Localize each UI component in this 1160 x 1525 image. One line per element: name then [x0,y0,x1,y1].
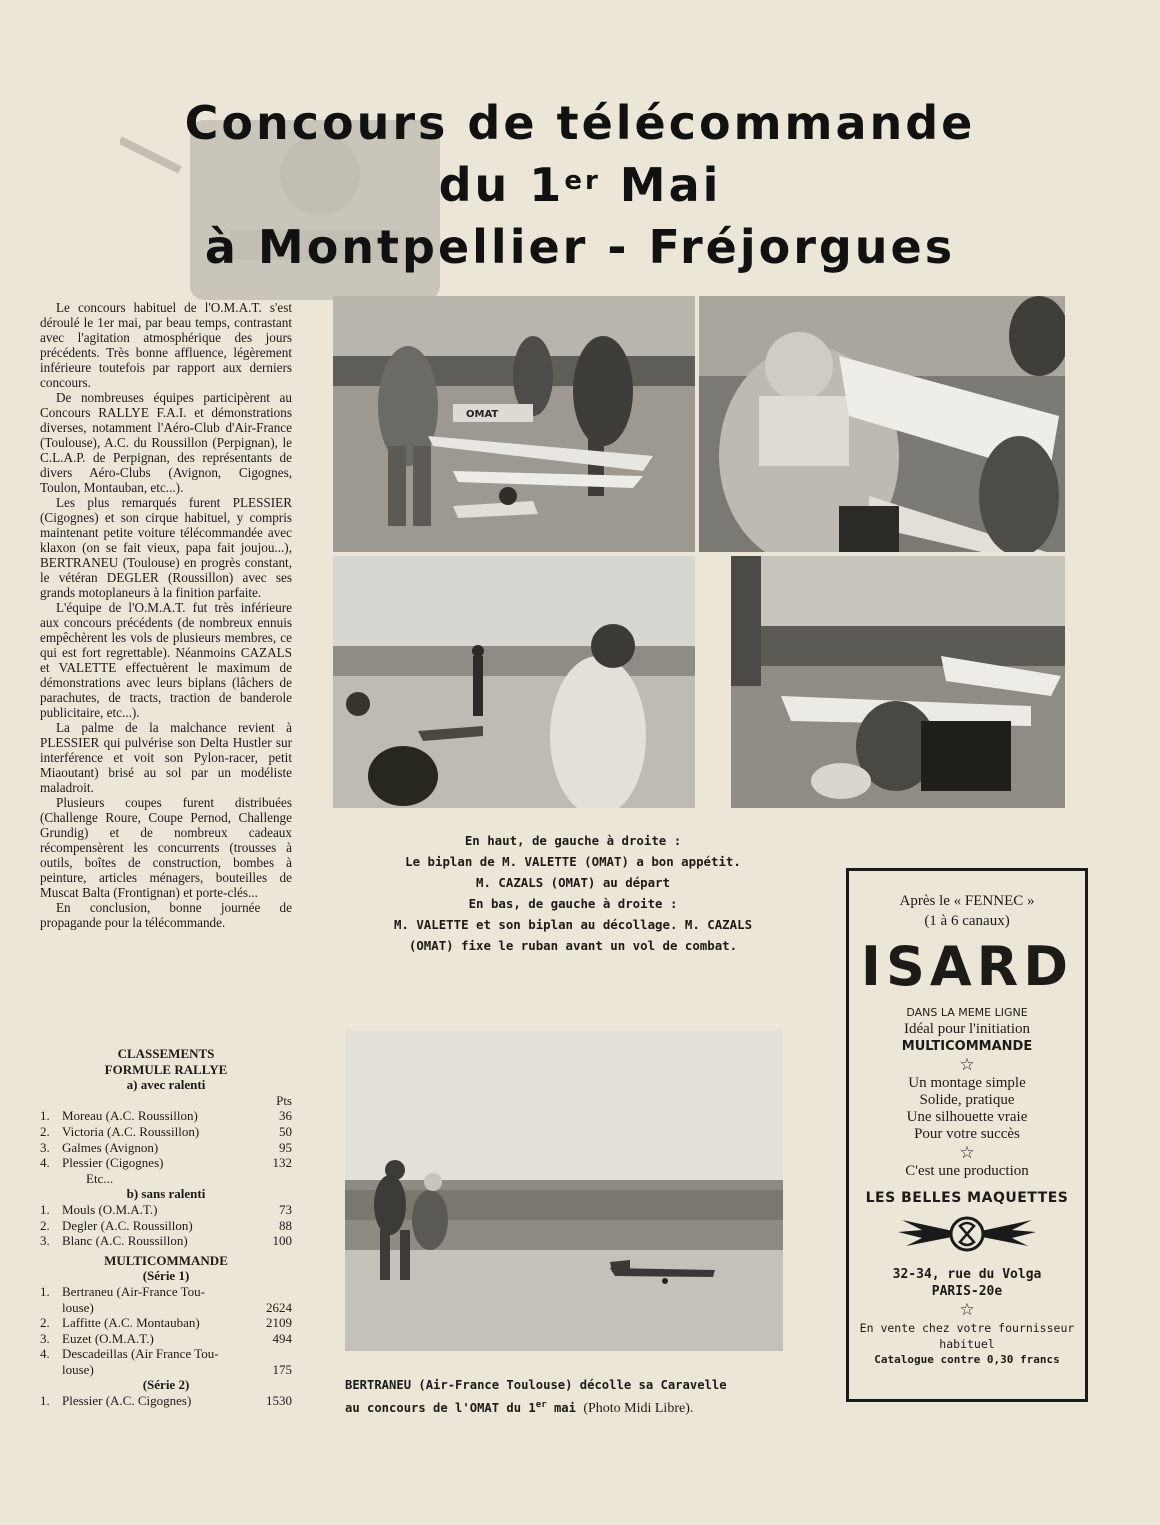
title-line-3: à Montpellier - Fréjorgues [204,220,956,274]
star-icon: ☆ [959,1300,975,1319]
article-paragraph: La palme de la malchance revient à PLESSIER qui pulvérise son Delta Hustler sur interférence et voit son Pylon-racer, petit Miaoutant) brisé au sol par un modéliste maladroit. [40,720,292,795]
svg-text:OMAT: OMAT [466,409,499,420]
results-category: (Série 1) [142,1268,190,1284]
result-row: louse) 2624 [62,1299,292,1315]
article-paragraph: En conclusion, bonne journée de propagande pour la télécommande. [40,900,292,930]
star-icon: ☆ [959,1055,975,1074]
result-row: 3. Euzet (O.M.A.T.) 494 [40,1330,292,1346]
photo-bertraneu-caravelle [345,1030,783,1351]
article-paragraph: De nombreuses équipes participèrent au Concours RALLYE F.A.I. et démonstrations diverses, notamment l'Aéro-Club d'Air-France (Toulouse), A.C. du Roussillon (Perpignan), le C.L.A.P. de Perpignan, des représentants de divers Aéro-Clubs (Avignon, Cigognes, Toulon, Montauban, etc...). [40,390,292,495]
points-header: Pts [276,1092,292,1108]
article-body [40,300,292,930]
photo-cazals-depart [699,296,1065,552]
photo-valette-decollage [333,556,695,808]
results-category: (Série 2) [142,1377,190,1393]
result-row: 1. Plessier (A.C. Cigognes) 1530 [40,1393,292,1409]
article-paragraph: L'équipe de l'O.M.A.T. fut très inférieure aux concours précédents (de nombreux ennuis empêchèrent les vols de plusieurs membres, ce qui est fort regrettable). Néanmoins CAZALS et VALETTE effectuèrent le maximum de démonstrations avec leurs biplans (lâchers de parachutes, de tracts, traction de banderole publicitaire, etc...). [40,600,292,720]
star-icon: ☆ [959,1143,975,1162]
result-row: 2. Degler (A.C. Roussillon) 88 [40,1217,292,1233]
title-line-2: du 1er Mai [438,158,722,212]
article-paragraph: Le concours habituel de l'O.M.A.T. s'est déroulé le 1er mai, par beau temps, contrastant avec l'agitation atmosphérique des jours précédents. Très bonne affluence, légèrement inférieure toutefois par rapport aux derniers concours. [40,300,292,390]
result-row: 1. Bertraneu (Air-France Tou- [40,1283,205,1299]
ad-brand: ISARD [860,935,1074,998]
advertisement-isard: Après le « FENNEC » (1 à 6 canaux) ISARD DANS LA MEME LIGNE Idéal pour l'initiation MULTICOMMANDE ☆ Un montage simple Solide, pratique Une silhouette vraie Pour votre succès ☆ C'est une production LES BELLES MAQUETTES 32-34, rue du Volga PARIS-20e ☆ En vente chez votre fournisseur habituel Catalogue contre 0,30 francs [846,868,1088,1402]
result-row: 2. Laffitte (A.C. Montauban) 2109 [40,1315,292,1331]
winged-logo-icon [892,1212,1042,1256]
photo-biplane-valette [333,296,695,552]
results-category: b) sans ralenti [126,1186,206,1202]
result-row: 3. Galmes (Avignon) 95 [40,1139,292,1155]
result-row: 4. Plessier (Cigognes) 132 [40,1155,292,1171]
result-row: 1. Moreau (A.C. Roussillon) 36 [40,1108,292,1124]
results-category: a) avec ralenti [126,1077,206,1093]
results-etc: Etc... [86,1170,114,1186]
result-row: 1. Mouls (O.M.A.T.) 73 [40,1201,292,1217]
article-paragraph: Les plus remarqués furent PLESSIER (Cigognes) et son cirque habituel, y compris maintenant petite voiture télécommandée avec klaxon (on se fait vieux, papa fait joujou...), BERTRANEU (Toulouse) en progrès constant, le vétéran DEGLER (Roussillon) avec ses grands motoplaneurs à la finition parfaite. [40,495,292,600]
result-row: 2. Victoria (A.C. Roussillon) 50 [40,1123,292,1139]
result-row: louse) 175 [62,1361,292,1377]
results-table [40,1046,292,1409]
results-subheading: MULTICOMMANDE [104,1252,228,1268]
result-row: 4. Descadeillas (Air France Tou- [40,1346,219,1362]
photo-cazals-ruban [731,556,1065,808]
results-heading: CLASSEMENTS [117,1046,215,1061]
title-line-1: Concours de télécommande [184,96,976,150]
article-paragraph: Plusieurs coupes furent distribuées (Challenge Roure, Coupe Pernod, Challenge Grundig) et de nombreux cadeaux récompensèrent les concurrents (trousses à outils, boîtes de construction, bombes à peinture, articles ménagers, bouteilles de Muscat Balta (Frontignan) et porte-clés... [40,795,292,900]
maker-logo-text: LES BELLES MAQUETTES [865,1190,1069,1206]
caption-top-photos: En haut, de gauche à droite : Le biplan de M. VALETTE (OMAT) a bon appétit. M. CAZALS (OMAT) au départ En bas, de gauche à droite : M. VALETTE et son biplan au décollage. M. CAZALS (OMAT) fixe le ruban avant un vol de combat. [393,833,753,953]
page-title [40,92,1120,278]
result-row: 3. Blanc (A.C. Roussillon) 100 [40,1233,292,1249]
caption-caravelle: BERTRANEU (Air-France Toulouse) décolle sa Caravelle au concours de l'OMAT du 1er mai (Photo Midi Libre). [345,1378,727,1417]
results-subheading: FORMULE RALLYE [104,1061,228,1077]
